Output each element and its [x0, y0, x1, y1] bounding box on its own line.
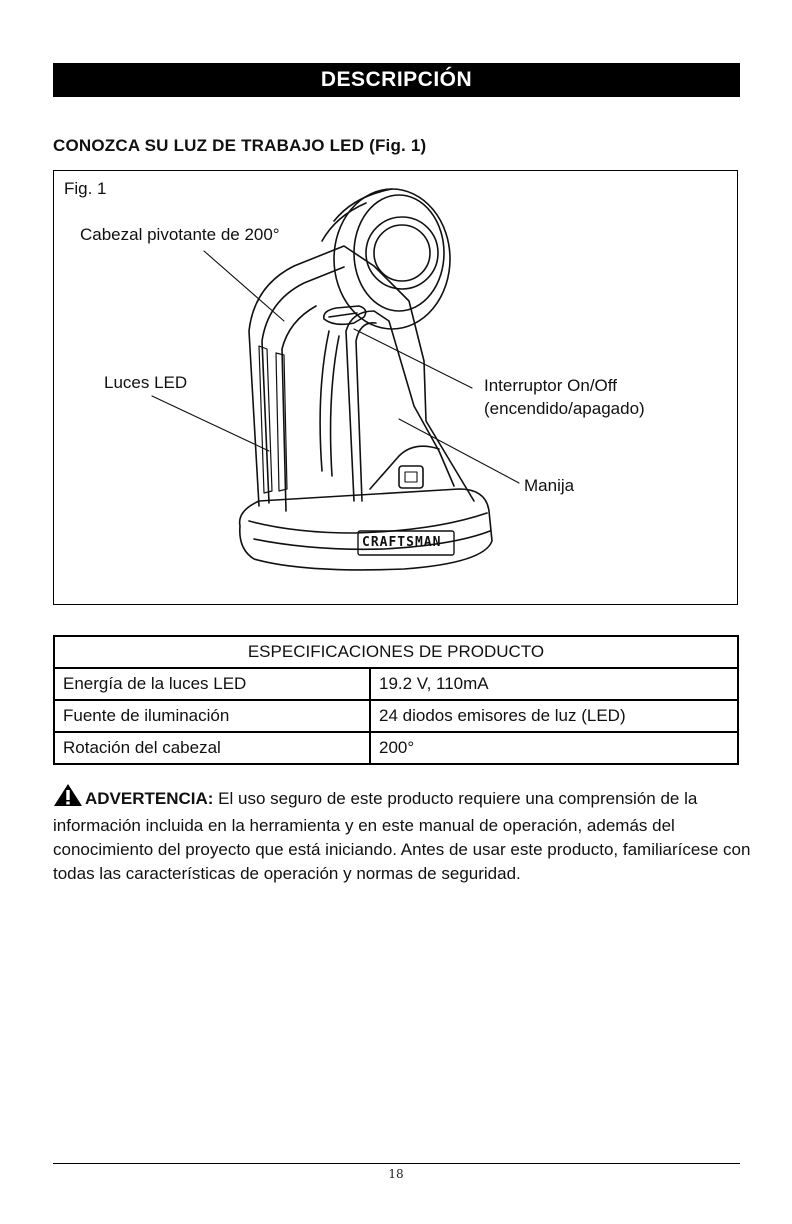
warning-triangle-icon: [53, 783, 83, 814]
spec-label: Rotación del cabezal: [54, 732, 370, 764]
callout-switch-line1: Interruptor On/Off: [484, 376, 617, 395]
brand-logo: CRAFTSMAN: [362, 535, 442, 550]
page-number: 18: [388, 1167, 404, 1181]
table-row: [54, 668, 738, 700]
warning-text: El uso seguro de este producto requiere una comprensión de la información incluida en la herramienta y en este manual de operación, además del conocimiento del proyecto que está iniciando. Antes de usar este producto, familiarícese con todas las características de operación y normas de seguridad.: [53, 789, 751, 883]
callout-pivoting-head: Cabezal pivotante de 200°: [80, 225, 280, 244]
table-row: [54, 732, 738, 764]
specs-title: ESPECIFICACIONES DE PRODUCTO: [54, 636, 738, 668]
table-header-row: [54, 636, 738, 668]
spec-value: 200°: [370, 732, 738, 764]
figure-box: [53, 170, 738, 605]
spec-value: 19.2 V, 110mA: [370, 668, 738, 700]
warning-label: ADVERTENCIA:: [85, 789, 214, 808]
spec-label: Fuente de iluminación: [54, 700, 370, 732]
callout-led-lights: Luces LED: [104, 373, 188, 392]
product-specifications-table: [53, 635, 739, 765]
section-title-bar: DESCRIPCIÓN: [53, 63, 740, 97]
table-row: [54, 700, 738, 732]
figure-label: Fig. 1: [64, 179, 107, 198]
spec-value: 24 diodos emisores de luz (LED): [370, 700, 738, 732]
section-subtitle: CONOZCA SU LUZ DE TRABAJO LED (Fig. 1): [53, 136, 427, 155]
callout-switch-line2: (encendido/apagado): [484, 399, 645, 418]
warning-paragraph: [53, 783, 753, 886]
callout-handle: Manija: [524, 476, 575, 495]
footer-divider: [53, 1163, 740, 1164]
spec-label: Energía de la luces LED: [54, 668, 370, 700]
